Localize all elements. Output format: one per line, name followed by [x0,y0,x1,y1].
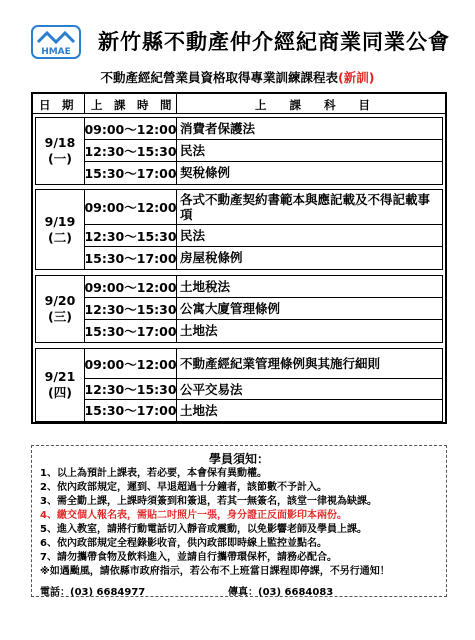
subject-cell: 消費者保護法 [177,118,442,140]
time-cell: 12:30～15:30 [85,140,176,162]
schedule-table [31,92,447,424]
notice-title: 學員須知： [208,452,269,466]
subject-cell: 公平交易法 [177,379,442,400]
notice-line: 1、以上為預計上課表，若必要，本會保有異動權。 [40,468,267,479]
col-time-header: 上 課 時 間 [91,98,172,112]
svg-text:HMAE: HMAE [41,47,71,57]
fax-number: 傳真：(03) 6684083 [228,587,334,598]
time-cell: 09:00～12:00 [85,190,176,225]
subject-cell: 民法 [177,225,442,247]
subject-cell: 不動產經紀業管理條例與其施行細則 [177,349,442,379]
time-cell: 15:30～17:00 [84,165,177,181]
page-subtitle [0,68,475,86]
date: 9/20 [44,293,76,308]
subtitle-main: 不動產經紀營業員資格取得專業訓練課程表 [100,70,339,85]
col-subject-header: 上 課 科 目 [255,98,370,112]
weekday: (二) [48,229,72,245]
subject-cell: 房屋稅條例 [180,250,243,265]
phone-number: 電話：(03) 6684977 [40,587,146,598]
notice-line: 3、需全勤上課，上課時須簽到和簽退，若其一無簽名，該堂一律視為缺課。 [40,496,377,507]
notice-line-highlight: 4、繳交個人報名表，需貼二吋照片一張，身分證正反面影印本兩份。 [40,510,347,521]
weekday: (三) [48,309,72,324]
date-cell [36,190,85,269]
notice-line: ※如遇颱風，請依縣市政府指示，若公布不上班當日課程即停課，不另行通知！ [40,566,390,577]
time-cell: 15:30～17:00 [84,403,177,418]
day-block [35,117,443,185]
notice-line: 7、請勿攜帶食物及飲料進入，並請自行攜帶環保杯，請務必配合。 [40,552,337,563]
table-header [33,94,445,114]
student-notice [31,445,447,597]
association-logo [30,22,82,62]
weekday: (一) [48,151,72,166]
subject-cell: 土地法 [180,402,218,418]
date: 9/19 [44,213,76,229]
time-cell: 09:00～12:00 [85,349,176,379]
date: 9/18 [44,135,76,150]
time-cell: 09:00～12:00 [85,276,176,298]
date: 9/21 [44,369,76,384]
date-cell [36,118,85,184]
header [30,20,450,66]
weekday: (四) [48,385,72,400]
time-cell: 09:00～12:00 [85,118,176,140]
day-block [35,275,443,343]
subject-cell: 各式不動產契約書範本與應記載及不得記載事項 [177,190,442,225]
date-cell [36,349,85,421]
subject-cell: 土地法 [180,323,218,338]
org-title: 新竹縣不動產仲介經紀商業同業公會 [98,30,450,54]
notice-line: 2、依內政部規定，遲到、早退超過十分鐘者，該節數不予計入。 [40,482,327,493]
time-cell: 12:30～15:30 [85,298,176,320]
time-cell: 15:30～17:00 [84,250,177,266]
time-cell: 15:30～17:00 [84,323,177,339]
subject-cell: 民法 [177,140,442,162]
day-block [35,189,443,270]
time-cell: 12:30～15:30 [85,225,176,247]
date-cell [36,276,85,342]
day-block [35,348,443,422]
subject-cell: 土地稅法 [177,276,442,298]
col-date-header: 日 期 [39,98,74,112]
subject-cell: 契稅條例 [180,165,231,180]
subtitle-tag: (新訓) [338,70,375,85]
notice-line: 5、進入教室，請將行動電話切入靜音或震動，以免影響老師及學員上課。 [40,524,367,535]
subject-cell: 公寓大廈管理條例 [177,298,442,320]
time-cell: 12:30～15:30 [85,379,176,400]
notice-line: 6、依內政部規定全程錄影收音，供內政部即時線上監控並點名。 [40,538,327,549]
